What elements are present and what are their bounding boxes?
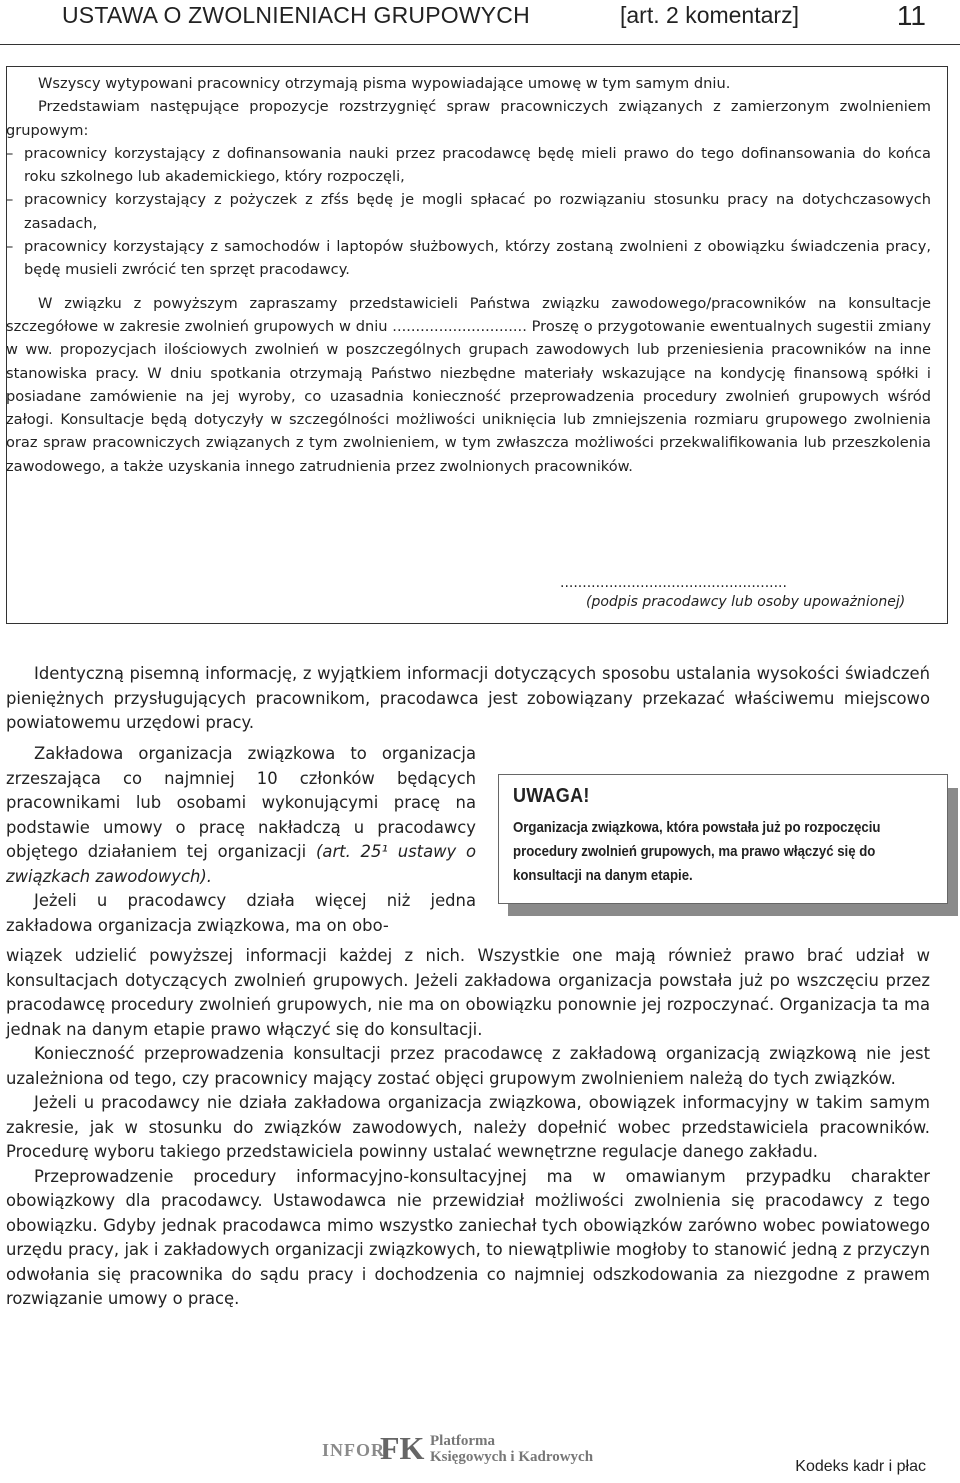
body-lower xyxy=(6,944,930,1312)
page-header xyxy=(0,0,960,45)
note-text: Organizacja związkowa, która powstała już po rozpoczęciu procedury zwolnień grupowych, ma prawo włączyć się do konsultacji na danym etapie. xyxy=(513,819,881,884)
letter-template xyxy=(6,72,931,478)
paragraph-2-text: Zakładowa organizacja związkowa to organizacja zrzeszająca co najmniej 10 członków będących pracownikami lub osobami wykonującymi pracę na podstawie umowy o pracę nakładczą u pracodawcy objętego działaniem tej organizacji xyxy=(6,744,476,861)
note-box xyxy=(498,774,948,904)
statute-reference: (art. 25¹ ustawy o związkach zawodowych). xyxy=(6,842,476,886)
page-number: 11 xyxy=(896,0,926,31)
list-item-text: pracownicy korzystający z pożyczek z zfśs będę je mogli spłacać po rozwiązaniu stosunku pracy na dotychczasowych zasadach, xyxy=(24,191,931,232)
signature-line: ................................................... xyxy=(560,575,787,591)
list-item-text: pracownicy korzystający z samochodów i laptopów służbowych, którzy zostaną zwolnieni z obowiązku świadczenia pracy, będę musieli zwrócić ten sprzęt pracodawcy. xyxy=(24,238,931,279)
dash-marker: – xyxy=(6,238,14,256)
body-paragraph-2 xyxy=(6,742,476,889)
body-paragraph-3-rest: wiązek udzielić powyższej informacji każdej z nich. Wszystkie one mają również prawo brać udział w konsultacjach dotyczących zwolnień grupowych. Jeżeli zakładowa organizacja powstała już po wszczęciu przez pracodawcę procedury zwolnień grupowych, nie ma on obowiązku ponownie jej rozpoczynać. Organizacja ta ma jednak na danym etapie prawo włączyć się do konsultacji. xyxy=(6,946,930,1039)
body-paragraph-5: Jeżeli u pracodawcy nie działa zakładowa organizacja związkowa, obowiązek informacyjny w takim samym zakresie, jak w stosunku do związków zawodowych, należy dopełnić wobec przedstawiciela pracowników. Procedurę wyboru takiego przedstawiciela powinny ustalać wewnętrzne regulacje danego zakładu. xyxy=(6,1093,930,1161)
body-paragraph-6: Przeprowadzenie procedury informacyjno-konsultacyjnej ma w omawianym przypadku charakter obowiązkowy dla pracodawcy. Ustawodawca nie przewidział możliwości zwolnienia się pracodawcy z tego obowiązku. Gdyby jednak pracodawca mimo wszystko zaniechał tych obowiązków zarówno wobec powiatowego urzędu pracy, jak i zakładowych organizacji związkowych, to niewątpliwie mogłoby to stanowić jedną z przyczyn odwołania się pracownika do sądu pracy i dochodzenia co najmniej odszkodowania za niezgodne z prawem rozwiązanie umowy o pracę. xyxy=(6,1166,930,1308)
body-paragraph-3-start: Jeżeli u pracodawcy działa więcej niż jedna zakładowa organizacja związkowa, ma on obo- xyxy=(6,891,476,935)
running-title: USTAWA O ZWOLNIENIACH GRUPOWYCH xyxy=(62,2,530,28)
letter-paragraph-2: Przedstawiam następujące propozycje rozstrzygnięć spraw pracowniczych związanych z zamierzonym zwolnieniem grupowym: xyxy=(6,98,931,139)
section-reference: [art. 2 komentarz] xyxy=(620,2,799,28)
letter-paragraph-1: Wszyscy wytypowani pracownicy otrzymają pisma wypowiadające umowę w tym samym dniu. xyxy=(38,75,731,92)
logo-line-1: Platforma xyxy=(430,1433,495,1449)
body-upper xyxy=(6,662,930,736)
platform-logo xyxy=(322,1432,612,1466)
signature-caption: (podpis pracodawcy lub osoby upoważnionej) xyxy=(586,594,906,610)
body-paragraph-1: Identyczną pisemną informację, z wyjątkiem informacji dotyczących sposobu ustalania wysokości świadczeń pieniężnych przysługujących pracownikom, pracodawca jest zobowiązany przekazać właściwemu miejscowo powiatowemu urzędowi pracy. xyxy=(6,664,930,732)
list-item xyxy=(6,142,931,189)
footer-publication: Kodeks kadr i płac xyxy=(795,1458,926,1475)
dash-marker: – xyxy=(6,191,14,209)
list-item xyxy=(6,235,931,282)
body-narrow-column xyxy=(6,742,476,938)
logo-infor: INFOR xyxy=(322,1440,385,1460)
body-paragraph-4: Konieczność przeprowadzenia konsultacji przez pracodawcę z zakładową organizacją związkową nie jest uzależniona od tego, czy pracownicy mający zostać objęci grupowym zwolnieniem należą do tych związków. xyxy=(6,1044,930,1088)
letter-paragraph-3: W związku z powyższym zapraszamy przedstawicieli Państwa związku zawodowego/pracowników na konsultacje szczegółowe w zakresie zwolnień grupowych w dniu ............................. Proszę o przygotowanie ewentualnych sugestii zmiany w ww. propozycjach ilościowych zwolnień w poszczególnych grupach zawodowych lub przeniesienia pracowników na inne stanowiska pracy. W dniu spotkania otrzymają Państwo niezbędne materiały wskazujące na kondycję finansową spółki i posiadane zamówienie na jej wyroby, co uzasadnia konieczność przeprowadzenia procedury zwolnień grupowych wśród załogi. Konsultacje będą dotyczyły w szczególności możliwości uniknięcia lub zmniejszenia rozmiaru grupowego zwolnienia oraz spraw pracowniczych związanych z tym zwolnieniem, w tym zwłaszcza możliwości przekwalifikowania lub przeszkolenia zawodowego, a także uzyskania innego zatrudnienia przez zwolnionych pracowników. xyxy=(6,294,931,475)
list-item-text: pracownicy korzystający z dofinansowania nauki przez pracodawcę będę mieli prawo do tego dofinansowania do końca roku szkolnego lub akademickiego, który rozpoczęli, xyxy=(24,144,931,186)
logo-line-2: Księgowych i Kadrowych xyxy=(430,1449,594,1465)
logo-fk: FK xyxy=(380,1430,425,1466)
list-item xyxy=(6,188,931,235)
dash-marker: – xyxy=(6,144,14,162)
proposals-list xyxy=(6,142,931,282)
note-title: UWAGA! xyxy=(513,785,590,807)
